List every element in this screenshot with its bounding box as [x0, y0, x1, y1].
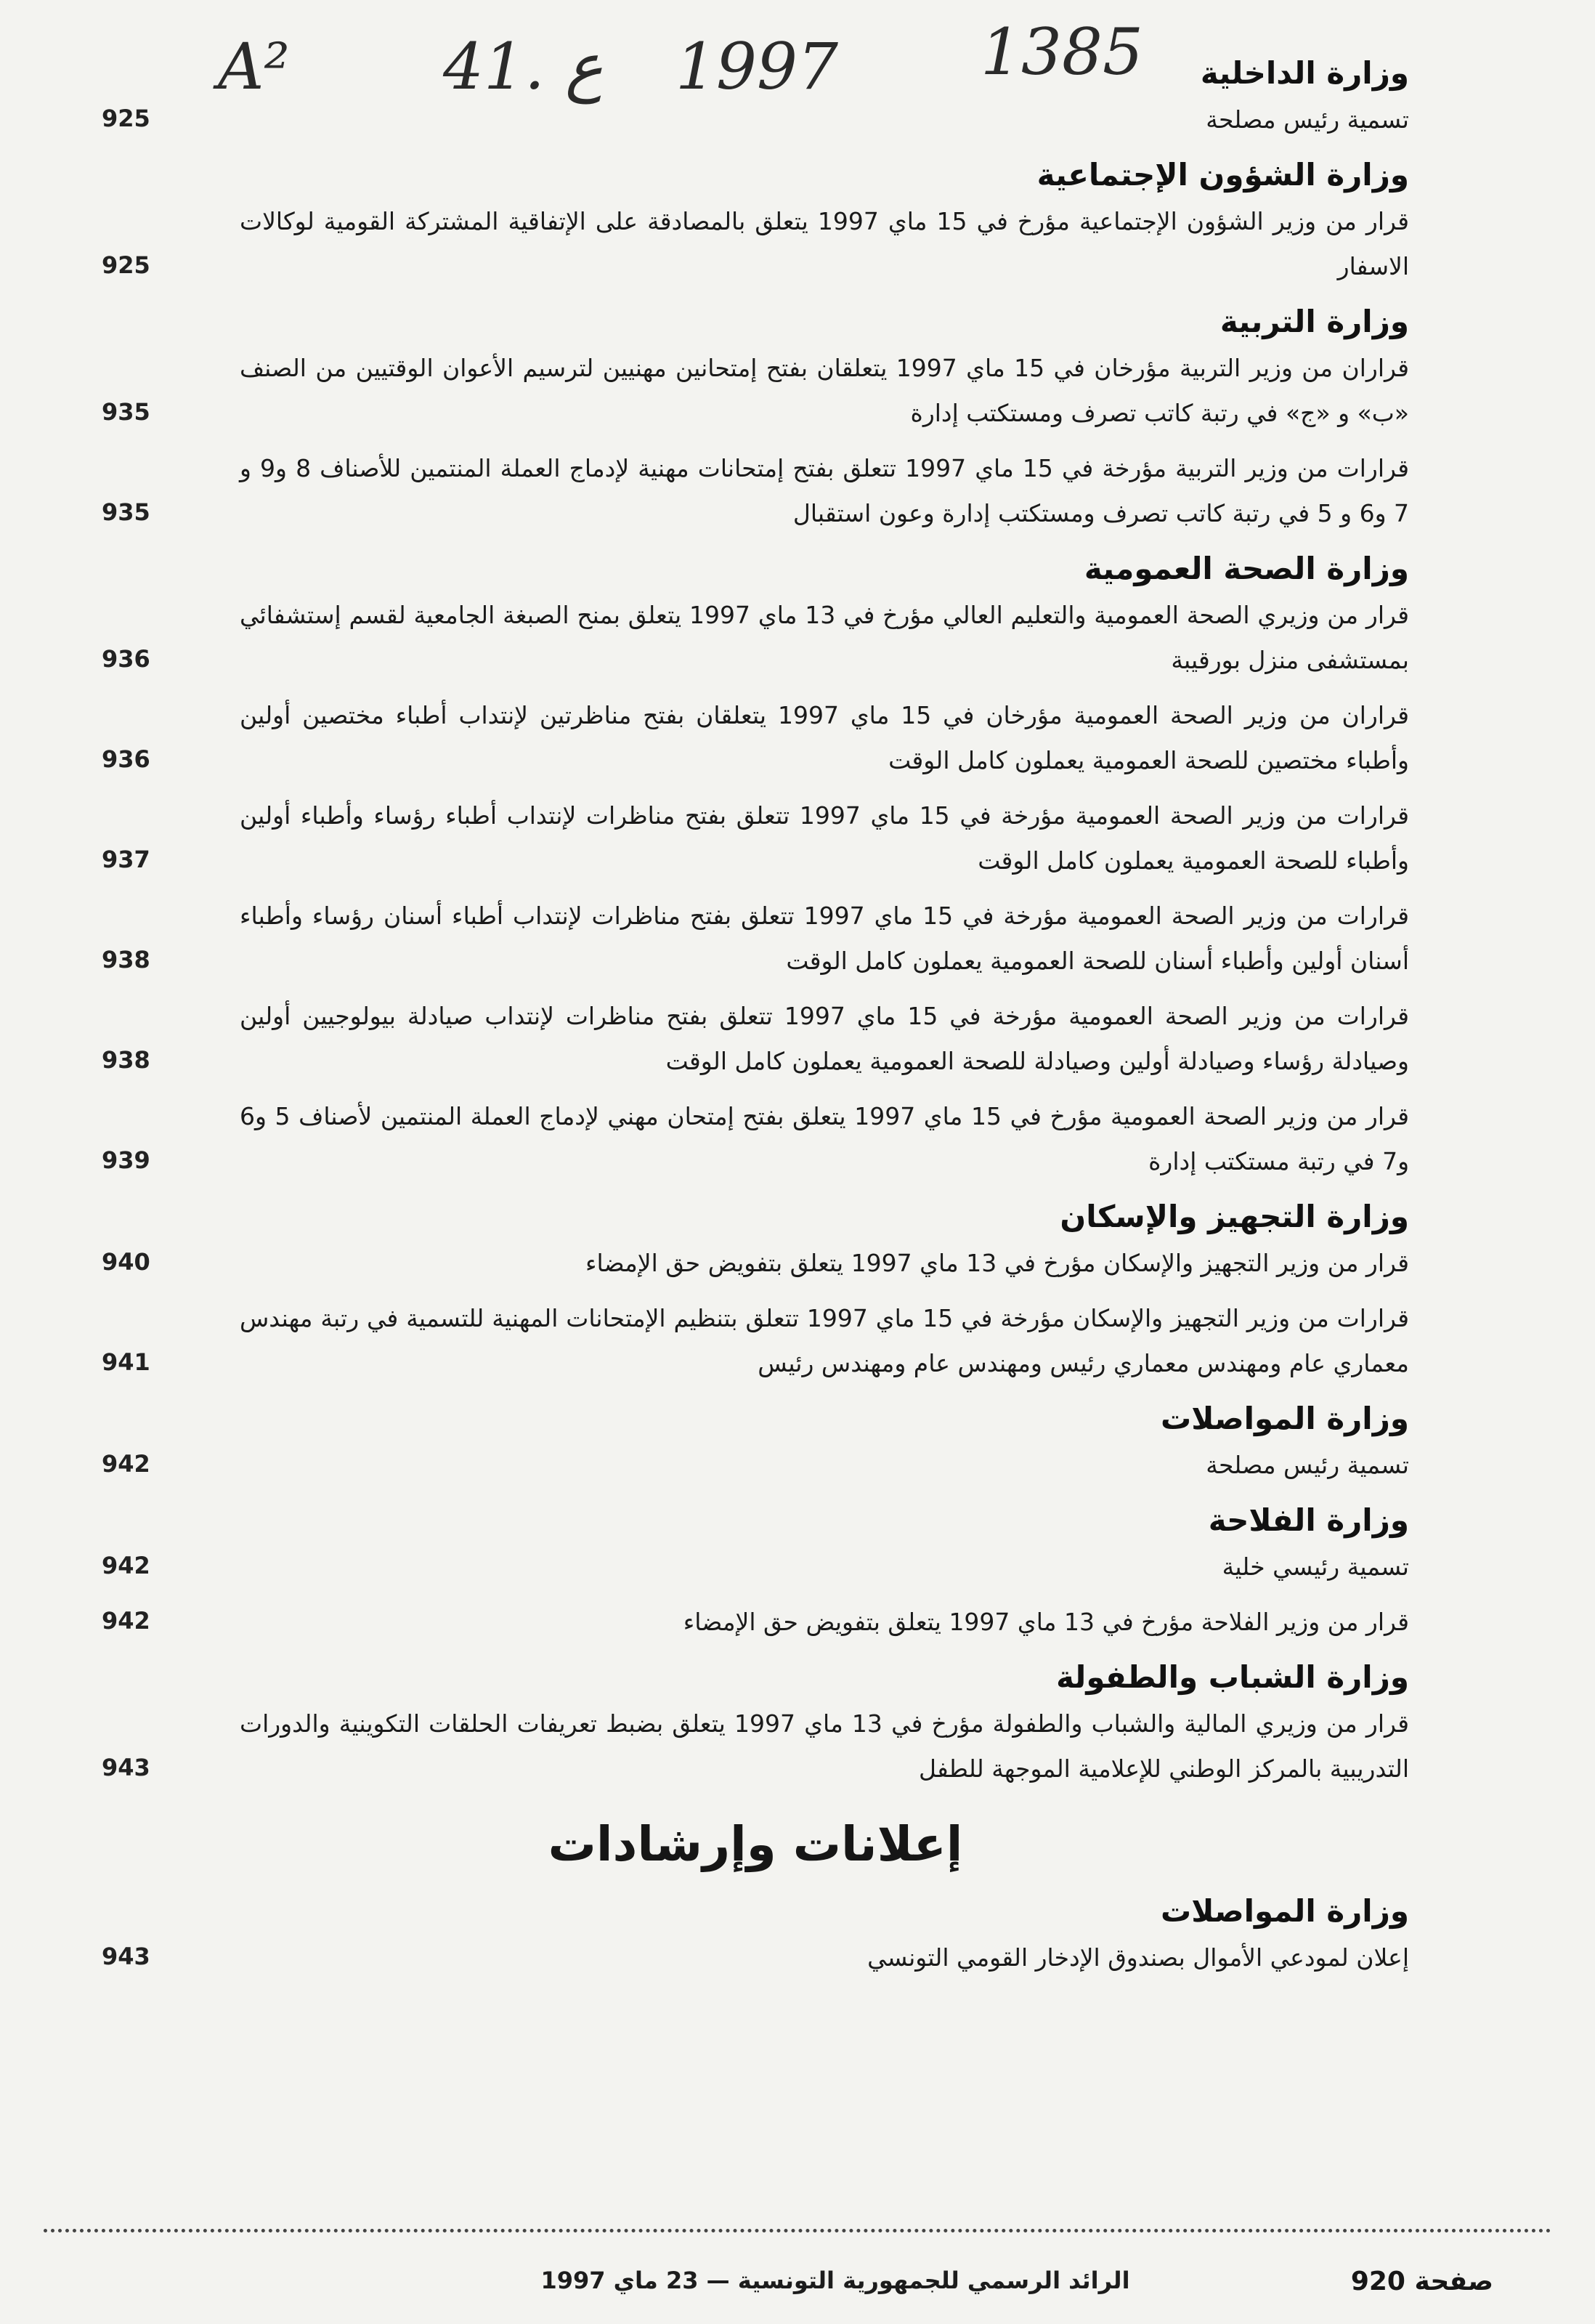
ministry-heading: وزارة الفلاحة [1208, 1502, 1409, 1538]
ministry-section [102, 1658, 1409, 1791]
entry-page-number: 935 [102, 498, 150, 526]
toc-entry [102, 346, 1409, 436]
entry-page-number: 943 [102, 1943, 150, 1970]
entry-page-number: 938 [102, 946, 150, 973]
toc-entry [102, 1935, 1409, 1980]
footer-divider [44, 2229, 1551, 2232]
entry-page-number: 941 [102, 1348, 150, 1376]
toc-entry [102, 97, 1409, 142]
entry-text: قرار من وزير الصحة العمومية مؤرخ في 15 ماي 1997 يتعلق بفتح إمتحان مهني لإدماج العملة المنتمين لأصناف 5 و6 و7 في رتبة مستكتب إدارة [240, 1102, 1410, 1175]
entry-text: تسمية رئيس مصلحة [1206, 1451, 1409, 1479]
toc-entry [102, 1296, 1409, 1386]
ministry-heading: وزارة الشؤون الإجتماعية [1036, 157, 1409, 193]
entry-page-number: 936 [102, 745, 150, 773]
handwritten-mark: 1385 [981, 15, 1143, 89]
entry-text: قرار من وزير الشؤون الإجتماعية مؤرخ في 15 ماي 1997 يتعلق بالمصادقة على الإتفاقية المشتركة القومية لوكالات الاسفار [240, 207, 1409, 280]
entry-page-number: 925 [102, 251, 150, 279]
ministry-section [102, 549, 1409, 1184]
toc-entry [102, 793, 1409, 883]
entry-text: قراران من وزير التربية مؤرخان في 15 ماي 1997 يتعلقان بفتح إمتحانين مهنيين لترسيم الأعوان الوقتيين من الصنف «ب» و «ج» في رتبة كاتب تصرف ومستكتب إدارة [240, 354, 1409, 427]
entry-text: قرارات من وزير الصحة العمومية مؤرخة في 15 ماي 1997 تتعلق بفتح مناظرات لإنتداب أطباء أسنان رؤساء وأطباء أسنان أولين وأطباء أسنان للصحة العمومية يعملون كامل الوقت [240, 902, 1409, 975]
entry-page-number: 939 [102, 1146, 150, 1174]
ministry-section [102, 54, 1409, 142]
ministry-section [102, 1399, 1409, 1488]
toc-entry [102, 1094, 1409, 1184]
toc-entry [102, 199, 1409, 289]
ministry-heading: وزارة الصحة العمومية [1084, 551, 1409, 586]
ministry-section [102, 155, 1409, 289]
handwritten-mark: A² [218, 29, 290, 104]
toc-entry [102, 1701, 1409, 1791]
entry-page-number: 942 [102, 1552, 150, 1579]
entry-text: تسمية رئيس مصلحة [1206, 105, 1409, 134]
ministry-heading: وزارة المواصلات [1160, 1401, 1409, 1436]
page-number-label: صفحة 920 [1350, 2267, 1493, 2296]
ministry-section [102, 302, 1409, 536]
entry-page-number: 942 [102, 1607, 150, 1635]
entry-text: قراران من وزير الصحة العمومية مؤرخان في 15 ماي 1997 يتعلقان بفتح مناظرتين لإنتداب أطباء مختصين أولين وأطباء مختصين للصحة العمومية يعملون كامل الوقت [240, 701, 1410, 774]
toc-entry [102, 593, 1409, 683]
entry-page-number: 943 [102, 1754, 150, 1781]
announcements-title: إعلانات وإرشادات [548, 1816, 963, 1872]
toc-entry [102, 693, 1409, 783]
ministry-heading: وزارة الداخلية [1200, 55, 1409, 91]
entry-text: قرارات من وزير التجهيز والإسكان مؤرخة في 15 ماي 1997 تتعلق بتنظيم الإمتحانات المهنية للتسمية في رتبة مهندس معماري عام ومهندس معماري رئيس ومهندس عام ومهندس رئيس [240, 1304, 1409, 1377]
entry-page-number: 938 [102, 1046, 150, 1074]
entry-text: قرارات من وزير الصحة العمومية مؤرخة في 15 ماي 1997 تتعلق بفتح مناظرات لإنتداب صيادلة بيولوجيين أولين وصيادلة رؤساء وصيادلة أولين وصيادلة للصحة العمومية يعملون كامل الوقت [240, 1002, 1409, 1075]
ministry-section [102, 1501, 1409, 1645]
ministry-heading: وزارة التربية [1219, 304, 1409, 339]
entry-page-number: 936 [102, 645, 150, 673]
entry-text: قرار من وزيري المالية والشباب والطفولة مؤرخ في 13 ماي 1997 يتعلق بضبط تعريفات الحلقات التكوينية والدورات التدريبية بالمركز الوطني للإعلامية الموجهة للطفل [240, 1709, 1409, 1783]
ministry-heading: وزارة الشباب والطفولة [1056, 1659, 1409, 1695]
entry-text: قرارات من وزير الصحة العمومية مؤرخة في 15 ماي 1997 تتعلق بفتح مناظرات لإنتداب أطباء رؤساء وأطباء أولين وأطباء للصحة العمومية يعملون كامل الوقت [240, 801, 1409, 875]
handwritten-mark: 41. ع [443, 29, 604, 104]
journal-title: الرائد الرسمي للجمهورية التونسية — 23 ماي 1997 [540, 2267, 1130, 2294]
entry-text: إعلان لمودعي الأموال بصندوق الإدخار القومي التونسي [867, 1943, 1409, 1972]
toc-entry [102, 1443, 1409, 1488]
toc-entry [102, 446, 1409, 536]
ministry-section [102, 1892, 1409, 1980]
entry-text: قرار من وزير الفلاحة مؤرخ في 13 ماي 1997 يتعلق بتفويض حق الإمضاء [683, 1608, 1409, 1636]
table-of-contents [102, 44, 1409, 1993]
toc-entry [102, 1241, 1409, 1286]
entry-page-number: 925 [102, 105, 150, 132]
entry-page-number: 942 [102, 1450, 150, 1478]
ministry-section [102, 1197, 1409, 1386]
entry-text: قرار من وزير التجهيز والإسكان مؤرخ في 13 ماي 1997 يتعلق بتفويض حق الإمضاء [585, 1249, 1409, 1277]
ministry-heading: وزارة التجهيز والإسكان [1060, 1199, 1409, 1234]
entry-text: قرارات من وزير التربية مؤرخة في 15 ماي 1997 تتعلق بفتح إمتحانات مهنية لإدماج العملة المنتمين للأصناف 8 و9 و 7 و6 و 5 في رتبة كاتب تصرف ومستكتب إدارة وعون استقبال [240, 454, 1410, 527]
toc-entry [102, 994, 1409, 1084]
ministry-heading: وزارة المواصلات [1160, 1893, 1409, 1929]
page-footer [102, 2267, 1493, 2310]
toc-entry [102, 894, 1409, 984]
entry-text: قرار من وزيري الصحة العمومية والتعليم العالي مؤرخ في 13 ماي 1997 يتعلق بمنح الصبغة الجامعية لقسم إستشفائي بمستشفى منزل بورقيبة [240, 601, 1409, 674]
toc-entry [102, 1544, 1409, 1590]
entry-page-number: 935 [102, 398, 150, 426]
toc-entry [102, 1600, 1409, 1645]
handwritten-mark: 1997 [675, 29, 838, 104]
entry-page-number: 937 [102, 846, 150, 873]
entry-text: تسمية رئيسي خلية [1222, 1552, 1409, 1581]
entry-page-number: 940 [102, 1248, 150, 1276]
